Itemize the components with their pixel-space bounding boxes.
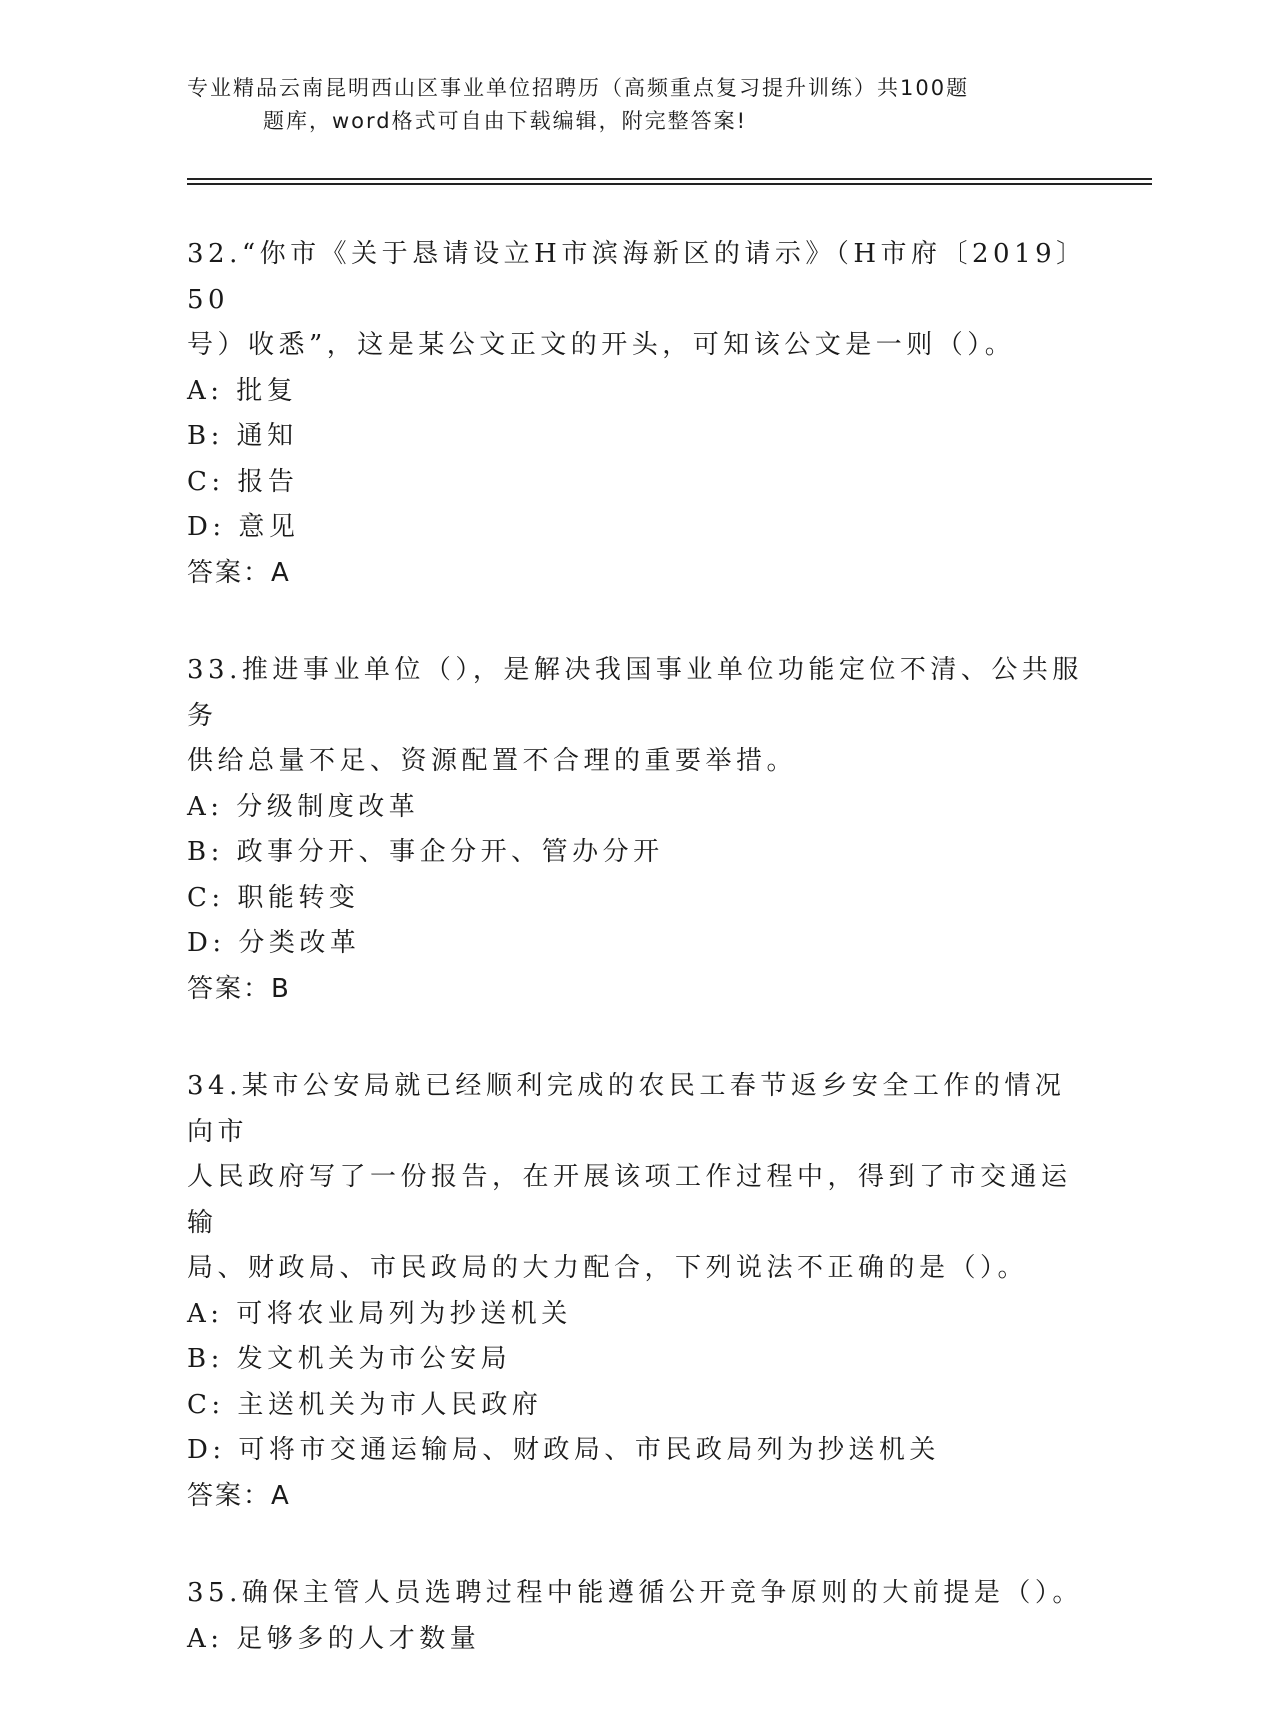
option-b: B: 政事分开、事企分开、管办分开	[187, 837, 664, 867]
header-title-line-2: 题库，word格式可自由下载编辑，附完整答案!	[263, 109, 748, 133]
question-list	[187, 232, 1087, 1714]
question-33	[187, 648, 1087, 1012]
question-text-line: 35.确保主管人员选聘过程中能遵循公开竞争原则的大前提是（）。	[187, 1578, 1083, 1608]
question-34	[187, 1064, 1087, 1519]
option-c: C: 主送机关为市人民政府	[187, 1389, 543, 1420]
option-b: B: 通知	[187, 421, 298, 451]
option-a: A: 批复	[187, 375, 298, 406]
header-divider-top	[187, 178, 1152, 180]
question-text-line: 34.某市公安局就已经顺利完成的农民工春节返乡安全工作的情况向市	[187, 1071, 1066, 1147]
answer-label: 答案：A	[187, 557, 291, 588]
question-32	[187, 232, 1087, 596]
option-a: A: 分级制度改革	[187, 791, 420, 822]
header-title-line-1: 专业精品云南昆明西山区事业单位招聘历（高频重点复习提升训练）共100题	[187, 76, 970, 100]
option-c: C: 职能转变	[187, 882, 360, 913]
question-text-line: 号）收悉”，这是某公文正文的开头，可知该公文是一则（）。	[187, 330, 1016, 360]
question-text-line: 33.推进事业单位（），是解决我国事业单位功能定位不清、公共服务	[187, 655, 1083, 731]
question-text-line: 人民政府写了一份报告，在开展该项工作过程中，得到了市交通运输	[187, 1162, 1072, 1238]
question-35	[187, 1571, 1087, 1662]
question-text-line: 供给总量不足、资源配置不合理的重要举措。	[187, 746, 798, 776]
option-d: D: 意见	[187, 512, 300, 542]
option-b: B: 发文机关为市公安局	[187, 1344, 512, 1374]
option-a: A: 足够多的人才数量	[187, 1623, 481, 1654]
document-header	[187, 72, 1047, 138]
question-text-line: 32.“你市《关于恳请设立H市滨海新区的请示》（H市府〔2019〕50	[187, 239, 1087, 315]
option-a: A: 可将农业局列为抄送机关	[187, 1298, 572, 1329]
option-c: C: 报告	[187, 466, 299, 497]
header-divider-bottom	[187, 183, 1152, 185]
option-d: D: 分类改革	[187, 928, 361, 958]
answer-label: 答案：B	[187, 973, 291, 1004]
question-text-line: 局、财政局、市民政局的大力配合，下列说法不正确的是（）。	[187, 1253, 1029, 1283]
option-d: D: 可将市交通运输局、财政局、市民政局列为抄送机关	[187, 1435, 940, 1465]
answer-label: 答案：A	[187, 1480, 291, 1511]
